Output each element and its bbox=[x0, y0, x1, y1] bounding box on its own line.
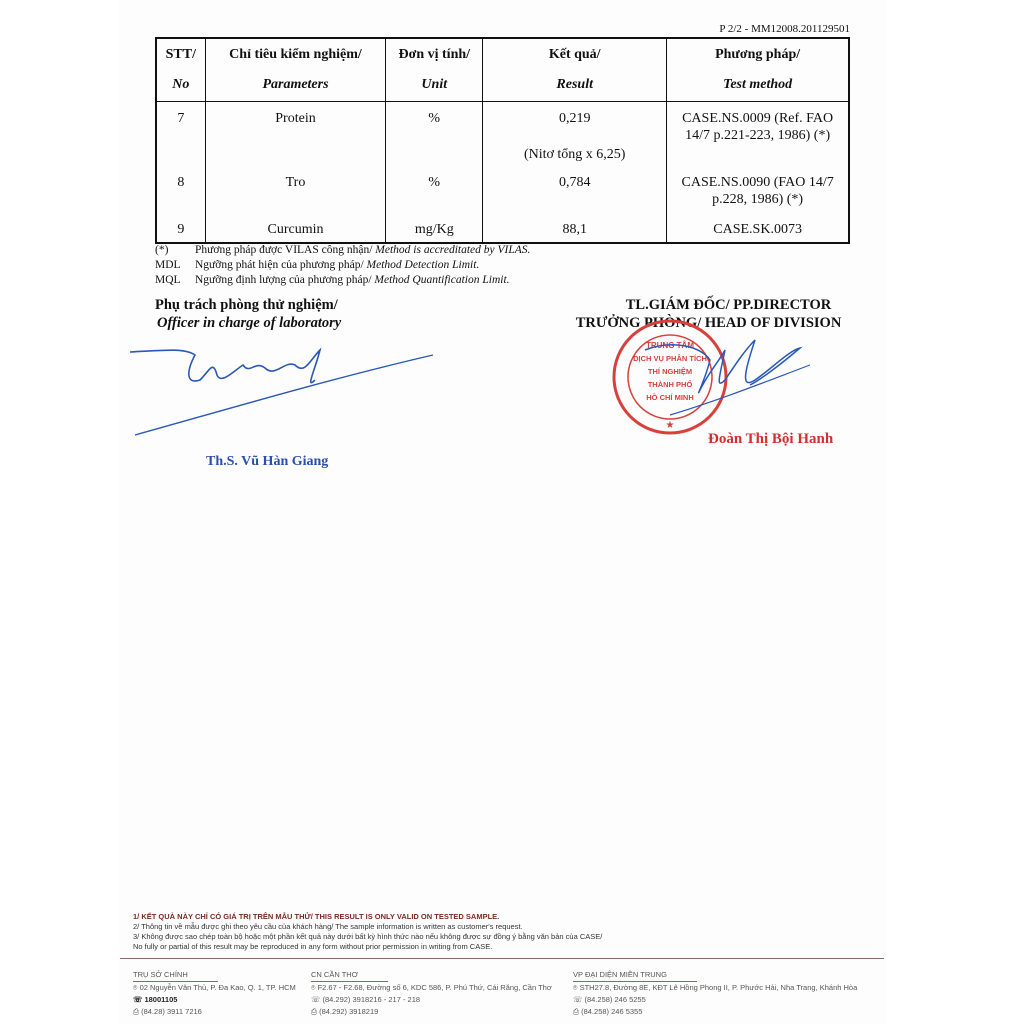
row-no: 8 bbox=[156, 170, 205, 217]
row-method: CASE.SK.0073 bbox=[667, 217, 849, 243]
row-no: 7 bbox=[156, 102, 205, 170]
note-line: MQL Ngưỡng định lượng của phương pháp/ Method Quantification Limit. bbox=[155, 274, 510, 286]
svg-text:★: ★ bbox=[665, 420, 675, 431]
row-method: CASE.NS.0090 (FAO 14/7 p.228, 1986) (*) bbox=[667, 170, 849, 217]
director-name: Đoàn Thị Bội Hanh bbox=[708, 431, 834, 447]
footer-divider bbox=[120, 958, 884, 959]
director-signature bbox=[640, 330, 820, 420]
office-hq: TRỤ SỞ CHÍNH ⌾ 02 Nguyễn Văn Thủ, P. Đa Kao, Q. 1, TP. HCM ☏ 18001105 ⎙ (84.28) 3911 7216 bbox=[133, 970, 296, 1016]
table-row bbox=[156, 102, 849, 170]
svg-text:TRUNG TÂM: TRUNG TÂM bbox=[646, 341, 694, 350]
row-result: 0,784 bbox=[483, 170, 667, 217]
office-central: VP ĐẠI DIỆN MIỀN TRUNG ⌾ STH27.8, Đường 8E, KĐT Lê Hồng Phong II, P. Phước Hải, Nha Trang, Khánh Hòa ☏ (84.258) 246 5255 ⎙ (84.258) 246 5355 bbox=[573, 970, 858, 1016]
row-parameter: Protein bbox=[205, 102, 386, 170]
office-cantho: CN CẦN THƠ ⌾ F2.67 - F2.68, Đường số 6, KDC 586, P. Phú Thứ, Cái Răng, Cần Thơ ☏ (84.292) 3918216 - 217 - 218 ⎙ (84.292) 3918219 bbox=[311, 970, 552, 1016]
footer-notes: 1/ KẾT QUẢ NÀY CHỈ CÓ GIÁ TRỊ TRÊN MẪU THỬ/ THIS RESULT IS ONLY VALID ON TESTED SAMPLE. 2/ Thông tin về mẫu được ghi theo yêu cầu của khách hàng/ The sample information is written as customer's request. 3/ Không được sao chép toàn bộ hoặc một phần kết quả này dưới bất kỳ hình thức nào nếu không được sự đồng ý bằng văn bản của CASE/ No fully or partial of this result may be reproduced in any form without prior permission in writing from CASE. bbox=[133, 912, 603, 951]
table-header-row bbox=[156, 38, 849, 102]
svg-text:HỒ CHÍ MINH: HỒ CHÍ MINH bbox=[646, 393, 694, 402]
row-parameter: Tro bbox=[205, 170, 386, 217]
row-result: 0,219 (Nitơ tổng x 6,25) bbox=[483, 102, 667, 170]
row-unit: mg/Kg bbox=[386, 217, 483, 243]
row-parameter: Curcumin bbox=[205, 217, 386, 243]
note-line: (*) Phương pháp được VILAS công nhận/ Method is accreditated by VILAS. bbox=[155, 244, 531, 256]
header-result: Kết quả/ Result bbox=[483, 38, 667, 102]
header-no: STT/ No bbox=[156, 38, 205, 102]
header-parameters: Chỉ tiêu kiểm nghiệm/ Parameters bbox=[205, 38, 386, 102]
row-unit: % bbox=[386, 170, 483, 217]
director-title: TL.GIÁM ĐỐC/ PP.DIRECTOR TRƯỞNG PHÒNG/ HEAD OF DIVISION bbox=[575, 297, 842, 331]
lab-officer-signature bbox=[125, 330, 445, 440]
results-table bbox=[155, 37, 850, 244]
lab-officer-title: Phụ trách phòng thử nghiệm/ Officer in charge of laboratory bbox=[155, 297, 342, 331]
svg-text:THÀNH PHỐ: THÀNH PHỐ bbox=[647, 380, 693, 389]
footnotes bbox=[155, 243, 530, 288]
row-no: 9 bbox=[156, 217, 205, 243]
svg-text:THÍ NGHIỆM: THÍ NGHIỆM bbox=[647, 367, 693, 376]
row-method: CASE.NS.0009 (Ref. FAO 14/7 p.221-223, 1986) (*) bbox=[667, 102, 849, 170]
row-result: 88,1 bbox=[483, 217, 667, 243]
row-unit: % bbox=[386, 102, 483, 170]
table-row bbox=[156, 217, 849, 243]
note-line: MDL Ngưỡng phát hiện của phương pháp/ Method Detection Limit. bbox=[155, 259, 480, 271]
svg-text:DỊCH VỤ PHÂN TÍCH: DỊCH VỤ PHÂN TÍCH bbox=[633, 354, 707, 363]
header-method: Phương pháp/ Test method bbox=[667, 38, 849, 102]
lab-officer-name: Th.S. Vũ Hàn Giang bbox=[206, 454, 329, 469]
page-reference: P 2/2 - MM12008.201129501 bbox=[719, 23, 850, 35]
header-unit: Đơn vị tính/ Unit bbox=[386, 38, 483, 102]
table-row bbox=[156, 170, 849, 217]
